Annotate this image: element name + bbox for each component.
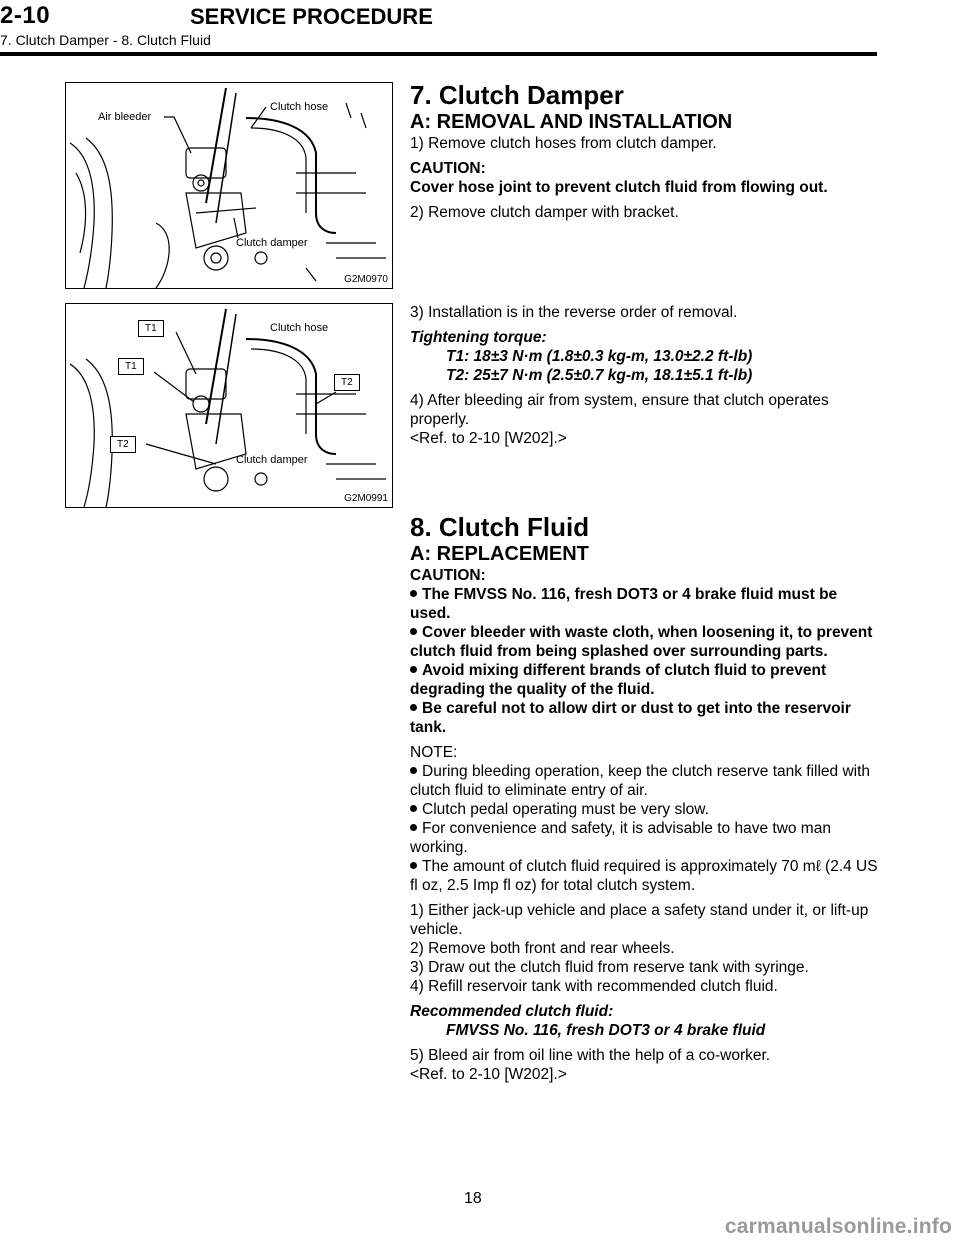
figure-tightening-torque <box>65 303 393 508</box>
step-4: 4) Refill reservoir tank with recommended clutch fluid. <box>410 978 778 995</box>
step-4: 4) After bleeding air from system, ensure that clutch operates properly. <box>410 392 829 428</box>
section-title: SERVICE PROCEDURE <box>190 4 433 29</box>
fluid-value: FMVSS No. 116, fresh DOT3 or 4 brake fluid <box>446 1022 766 1039</box>
header-rule <box>0 52 877 56</box>
label-clutch-hose: Clutch hose <box>270 101 329 113</box>
caution-text: Cover hose joint to prevent clutch fluid from flowing out. <box>410 179 828 196</box>
torque-label: Tightening torque: <box>410 329 547 346</box>
figure-caption: G2M0991 <box>344 493 388 504</box>
bullet-icon <box>410 704 417 711</box>
label-t1-top: T1 <box>138 320 164 337</box>
section-clutch-damper <box>410 80 878 222</box>
torque-t1: T1: 18±3 N·m (1.8±0.3 kg-m, 13.0±2.2 ft-lb) <box>446 348 753 365</box>
note-item: Clutch pedal operating must be very slow. <box>410 800 878 819</box>
subsection-heading: A: REPLACEMENT <box>410 543 589 565</box>
caution-item: Be careful not to allow dirt or dust to get into the reservoir tank. <box>410 700 851 736</box>
section-code: 2-10 <box>0 2 51 29</box>
bullet-icon <box>410 805 417 812</box>
label-t2-left: T2 <box>110 436 136 453</box>
reference-link[interactable]: <Ref. to 2-10 [W202].> <box>410 1066 567 1083</box>
caution-item: The FMVSS No. 116, fresh DOT3 or 4 brake fluid must be used. <box>410 586 838 622</box>
bullet-icon <box>410 666 417 673</box>
step-5: 5) Bleed air from oil line with the help of a co-worker. <box>410 1047 771 1064</box>
bullet-icon <box>410 767 417 774</box>
step-3: 3) Installation is in the reverse order of removal. <box>410 304 738 321</box>
step-3: 3) Draw out the clutch fluid from reserve tank with syringe. <box>410 959 809 976</box>
torque-illustration <box>66 304 392 507</box>
caution-item: Avoid mixing different brands of clutch fluid to prevent degrading the quality of the fluid. <box>410 662 827 698</box>
section-heading: 8. Clutch Fluid <box>410 512 590 542</box>
page-subtitle: 7. Clutch Damper - 8. Clutch Fluid <box>0 32 211 48</box>
caution-label: CAUTION: <box>410 567 486 584</box>
note-item: For convenience and safety, it is advisable to have two man working. <box>410 820 831 856</box>
label-clutch-damper: Clutch damper <box>236 237 308 249</box>
label-t2-right: T2 <box>334 374 360 391</box>
figure-caption: G2M0970 <box>344 274 388 285</box>
bullet-icon <box>410 862 417 869</box>
label-clutch-hose: Clutch hose <box>270 322 329 334</box>
subsection-heading: A: REMOVAL AND INSTALLATION <box>410 111 733 133</box>
torque-t2: T2: 25±7 N·m (2.5±0.7 kg-m, 18.1±5.1 ft-lb) <box>446 367 753 384</box>
fluid-label: Recommended clutch fluid: <box>410 1003 614 1020</box>
reference-link[interactable]: <Ref. to 2-10 [W202].> <box>410 430 567 447</box>
figure-clutch-damper <box>65 82 393 289</box>
note-item: During bleeding operation, keep the clutch reserve tank filled with clutch fluid to eliminate entry of air. <box>410 763 871 799</box>
step-1: 1) Remove clutch hoses from clutch damper. <box>410 135 717 152</box>
label-air-bleeder: Air bleeder <box>98 111 152 123</box>
bullet-icon <box>410 628 417 635</box>
label-t1-left: T1 <box>118 358 144 375</box>
step-2: 2) Remove both front and rear wheels. <box>410 940 675 957</box>
section-clutch-fluid <box>410 512 878 1084</box>
step-2: 2) Remove clutch damper with bracket. <box>410 204 679 221</box>
note-item: The amount of clutch fluid required is approximately 70 mℓ (2.4 US fl oz, 2.5 Imp fl oz) for total clutch system. <box>410 858 878 894</box>
bullet-icon <box>410 824 417 831</box>
label-clutch-damper: Clutch damper <box>236 454 308 466</box>
caution-label: CAUTION: <box>410 160 486 177</box>
watermark: carmanualsonline.info <box>724 1215 952 1238</box>
page-number: 18 <box>464 1190 482 1207</box>
bullet-icon <box>410 590 417 597</box>
section-heading: 7. Clutch Damper <box>410 80 624 110</box>
step-1: 1) Either jack-up vehicle and place a safety stand under it, or lift-up vehicle. <box>410 902 869 938</box>
caution-item: Cover bleeder with waste cloth, when loosening it, to prevent clutch fluid from being splashed over surrounding parts. <box>410 624 873 660</box>
section-clutch-damper-install <box>410 303 878 448</box>
note-label: NOTE: <box>410 744 458 761</box>
